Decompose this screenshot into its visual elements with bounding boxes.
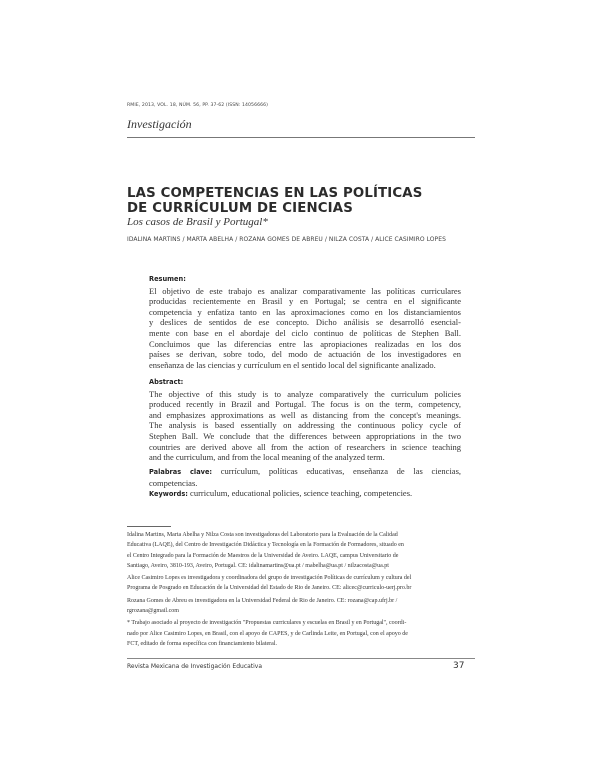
abstract-line: produced recently in Brazil and Portugal. The focus is on the term, competency, bbox=[149, 399, 461, 410]
abstract-line: and the curriculum, and from the local meaning of the analyzed term. bbox=[149, 452, 385, 463]
footer-divider bbox=[127, 658, 475, 659]
keywords-en-line bbox=[149, 488, 461, 500]
abstract-line: countries are derived above all from the action of researchers in science teaching bbox=[149, 441, 461, 452]
article-title-line: LAS COMPETENCIAS EN LAS POLÍTICAS bbox=[127, 186, 423, 201]
footnote-line: el Centro Integrado para la Formación de Maestros de la Universidad de Aveiro. LAQE, campus Universitario de bbox=[127, 552, 399, 559]
abstract-block bbox=[149, 377, 461, 463]
abstract-line: The analysis is based essentially on addressing the continuous policy cycle of bbox=[149, 420, 461, 431]
resumen-line: mente con base en el abordaje del ciclo continuo de políticas de Stephen Ball. bbox=[149, 327, 461, 338]
abstract-line: Stephen Ball. We conclude that the differences between appropriations in the two bbox=[149, 430, 461, 441]
footnote-line: Programa de Posgrado en Educación de la Universidad del Estado de Rio de Janeiro. CE: alicec@curriculo-uerj.pro.br bbox=[127, 585, 412, 592]
footnote-line: Santiago, Aveiro, 3810-193, Aveiro, Portugal. CE: idalinamartins@ua.pt / mabelha@ua.pt / nilzacosta@ua.pt bbox=[127, 562, 389, 569]
abstract-line: and emphasizes approximations as well as distancing from the concept's meanings. bbox=[149, 409, 461, 420]
article-title-line: DE CURRÍCULUM DE CIENCIAS bbox=[127, 201, 353, 216]
footnote-line: Alice Casimiro Lopes es investigadora y coordinadora del grupo de investigación Políticas de currículum y cultura del bbox=[127, 575, 412, 582]
abstract-line: The objective of this study is to analyze comparatively the curriculum policies bbox=[149, 388, 461, 399]
keywords-en-text: curriculum, educational policies, science teaching, competencies. bbox=[190, 488, 413, 499]
article-subtitle: Los casos de Brasil y Portugal* bbox=[127, 216, 268, 228]
footer-journal-name: Revista Mexicana de Investigación Educativa bbox=[127, 663, 263, 670]
footnote-line: * Trabajo asociado al proyecto de investigación "Propuestas curriculares y escuelas en Brasil y en Portugal", coordi- bbox=[127, 620, 407, 627]
resumen-line: Concluimos que las diferencias entre las apropiaciones realizadas en los dos bbox=[149, 338, 461, 349]
keywords-en-label: Keywords: bbox=[149, 490, 188, 499]
resumen-block bbox=[149, 274, 461, 370]
resumen-label: Resumen: bbox=[149, 275, 186, 283]
resumen-line: y deslices de sentidos de ese concepto. Dicho análisis se desarrolló esencial- bbox=[149, 317, 461, 328]
footnote-line: Rozana Gomes de Abreu es investigadora en la Universidad Federal de Rio de Janeiro. CE: rozana@cap.ufrj.br / bbox=[127, 597, 398, 604]
footnotes bbox=[127, 530, 477, 651]
keywords-block bbox=[149, 466, 461, 500]
journal-header-meta: RMIE, 2013, VOL. 18, NÚM. 56, PP. 37-62 (ISSN: 14056666) bbox=[127, 103, 269, 108]
resumen-line: producidas recientemente en Brasil y en Portugal; se centra en el significante bbox=[149, 296, 461, 307]
section-label: Investigación bbox=[127, 117, 192, 131]
footnote-line: Educativa (LAQE), del Centro de Investigación Didáctica y Tecnología en la Formación de Formadores, situado en bbox=[127, 542, 404, 549]
footnote-line: nado por Alice Casimiro Lopes, en Brasil, con el apoyo de CAPES, y de Carlinda Leite, en Portugal, con el apoyo de bbox=[127, 630, 408, 637]
keywords-es-text: currículum, políticas educativas, enseñanza de las ciencias, bbox=[220, 466, 462, 476]
footnote-affiliation-3 bbox=[127, 596, 477, 617]
resumen-line: países se derivan, sobre todo, del modo de actuación de los investigadores en bbox=[149, 349, 461, 360]
footnote-project-note bbox=[127, 618, 477, 649]
footnote-line: rgrozana@gmail.com bbox=[127, 608, 179, 615]
footnote-affiliation-1 bbox=[127, 530, 477, 571]
resumen-line: enseñanza de las ciencias y currículum en el sentido local del significante analizado. bbox=[149, 359, 436, 370]
keywords-es-cont: competencias. bbox=[149, 477, 198, 488]
keywords-es-line bbox=[149, 466, 461, 478]
article-title bbox=[127, 186, 487, 216]
abstract-label: Abstract: bbox=[149, 378, 184, 386]
footnote-line: FCT, editado de forma específica con financiamiento bilateral. bbox=[127, 640, 277, 647]
footnote-line: Idalina Martins, Marta Abelha y Nilza Costa son investigadoras del Laboratorio para la Evaluación de la Calidad bbox=[127, 532, 398, 538]
author-list: IDALINA MARTINS / MARTA ABELHA / ROZANA GOMES DE ABREU / NILZA COSTA / ALICE CASIMIRO LOPES bbox=[127, 236, 446, 243]
resumen-line: El objetivo de este trabajo es analizar comparativamente las políticas curriculares bbox=[149, 285, 461, 296]
resumen-line: competencia y enfatiza tanto en las aproximaciones como en los distanciamientos bbox=[149, 306, 461, 317]
footnote-affiliation-2 bbox=[127, 573, 477, 594]
keywords-es-label: Palabras clave: bbox=[149, 468, 213, 476]
page-number: 37 bbox=[453, 661, 465, 671]
section-divider bbox=[127, 137, 475, 138]
footnote-divider bbox=[127, 526, 171, 527]
